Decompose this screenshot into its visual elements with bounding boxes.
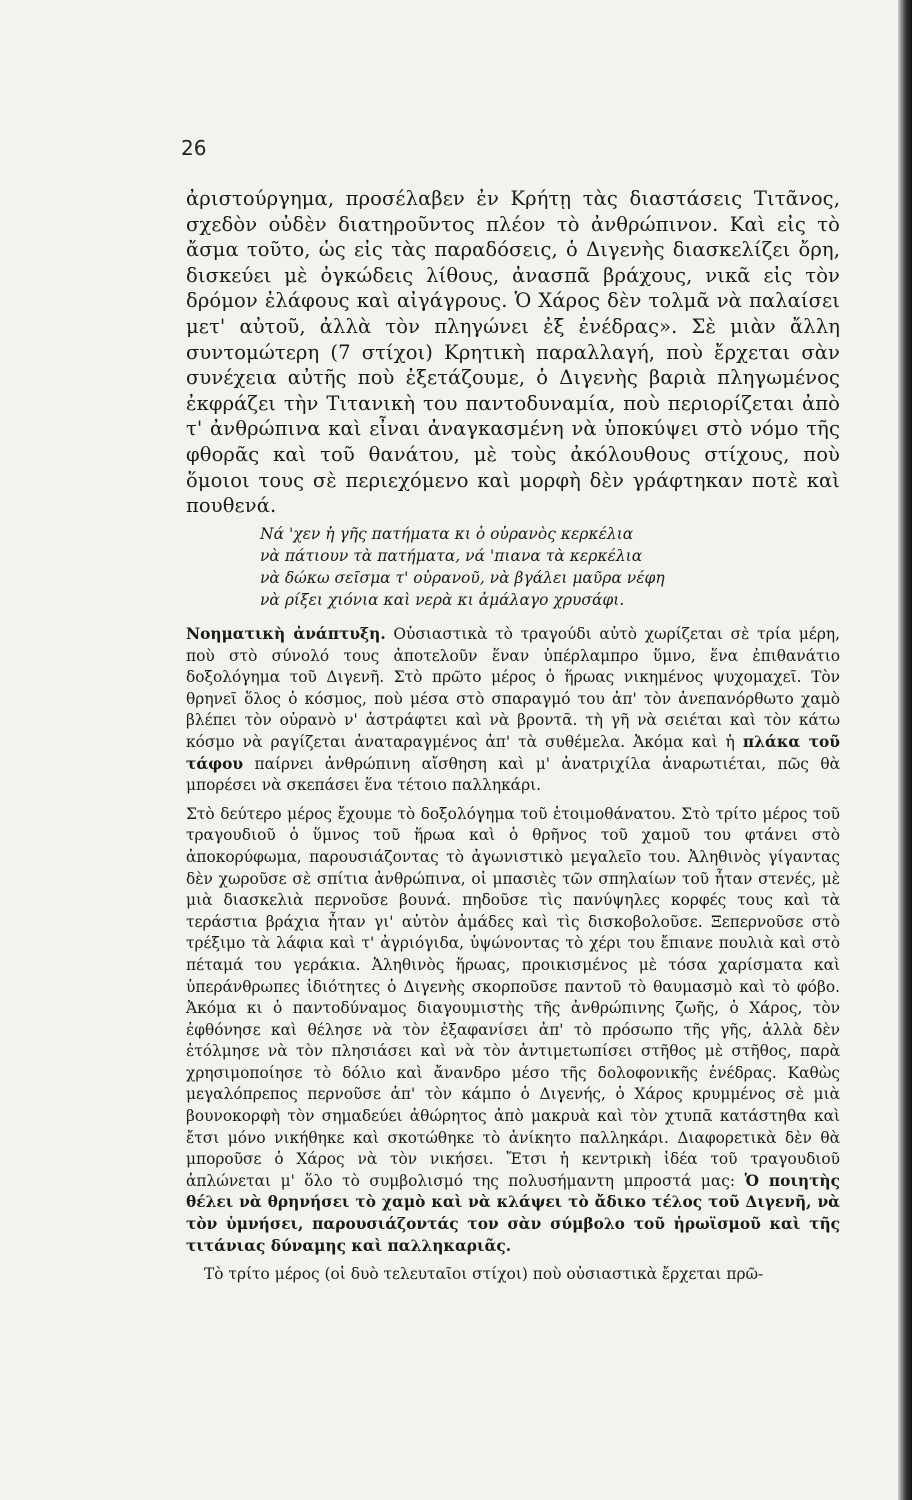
analysis-text: Στὸ δεύτερο μέρος ἔχουμε τὸ δοξολόγημα τοῦ ἑτοιμοθάνατου. Στὸ τρίτο μέρος τοῦ τραγουδιοῦ ὁ ὕμνος τοῦ ἥρωα καὶ ὁ θρῆνος τοῦ χαμοῦ του φτάνει στὸ ἀποκορύφωμα, παρουσιάζοντας τὸ ἀγωνιστικὸ μεγαλεῖο του. Ἀληθινὸς γίγαντας δὲν χωροῦσε σὲ σπίτια ἀνθρώπινα, οἱ μπασιὲς τῶν σπηλαίων τοῦ ἦταν στενές, μὲ μιὰ διασκελιὰ περνοῦσε βουνά. πηδοῦσε τὶς πανύψηλες κορφές τους καὶ τὰ τεράστια βράχια ἦταν γι' αὐτὸν ἀμάδες καὶ τὶς δισκοβολοῦσε. Ξεπερνοῦσε στὸ τρέξιμο τὰ λάφια καὶ τ' ἀγριόγιδα, ὑψώνοντας τὸ χέρι του ἔπιανε πουλιὰ καὶ στὸ πέταμά του γεράκια. Ἀληθινὸς ἥρωας, προικισμένος μὲ τόσα χαρίσματα καὶ ὑπεράνθρωπες ἰδιότητες ὁ Διγενὴς σκορποῦσε παντοῦ τὸ θαυμασμὸ καὶ τὸ φόβο. Ἀκόμα κι ὁ παντοδύναμος διαγουμιστὴς τῆς ἀνθρώπινης ζωῆς, ὁ Χάρος, τὸν ἐφθόνησε καὶ θέλησε νὰ τὸν ἐξαφανίσει ἀπ' τὸ πρόσωπο τῆς γῆς, ἀλλὰ δὲν ἐτόλμησε νὰ τὸν πλησιάσει καὶ νὰ τὸν ἀντιμετωπίσει στῆθος μὲ στῆθος, παρὰ χρησιμοποίησε τὸ δόλιο καὶ ἄνανδρο μέσο τῆς δολοφονικῆς ἐνέδρας. Καθὼς μεγαλόπρεπος περνοῦσε ἀπ' τὸν κάμπο ὁ Διγενής, ὁ Χάρος κρυμμένος σὲ μιὰ βουνοκορφὴ τὸν σημαδεύει ἀθώρητος ἀπὸ μακρυὰ καὶ τὸν χτυπᾶ κατάστηθα καὶ ἔτσι μόνο νικήθηκε καὶ σκοτώθηκε τὸ ἀνίκητο παλληκάρι. Διαφορετικὰ δὲν θὰ μποροῦσε ὁ Χάρος νὰ τὸν νικήσει. Ἔτσι ἡ κεντρικὴ ἰδέα τοῦ τραγουδιοῦ ἁπλώνεται μ' ὅλο τὸ συμβολισμό της πολυσήμαντη μπροστά μας:	[186, 804, 840, 1190]
analysis-section	[186, 624, 840, 1293]
verse-block	[260, 523, 820, 611]
analysis-paragraph-1	[186, 624, 840, 797]
section-heading: Νοηματικὴ ἀνάπτυξη.	[186, 625, 386, 643]
scan-edge-shadow	[898, 0, 912, 1500]
verse-line: νὰ πάτιουν τὰ πατήματα, νά 'πιανα τὰ κερκέλια	[260, 547, 643, 565]
analysis-paragraph-2	[186, 804, 840, 1257]
intro-text: ἀριστούργημα, προσέλαβεν ἐν Κρήτῃ τὰς διαστάσεις Τιτᾶνος, σχεδὸν οὐδὲν διατηροῦντος πλέον τὸ ἀνθρώπινον. Καὶ εἰς τὸ ἄσμα τοῦτο, ὡς εἰς τὰς παραδόσεις, ὁ Διγενὴς διασκελίζει ὄρη, δισκεύει μὲ ὀγκώδεις λίθους, ἀνασπᾶ βράχους, νικᾶ εἰς τὸν δρόμον ἐλάφους καὶ αἰγάγρους. Ὁ Χάρος δὲν τολμᾶ νὰ παλαίσει μετ' αὐτοῦ, ἀλλὰ τὸν πληγώνει ἐξ ἐνέδρας». Σὲ μιὰν ἄλλη συντομώτερη (7 στίχοι) Κρητικὴ παραλλαγή, ποὺ ἔρχεται σὰν συνέχεια αὐτῆς ποὺ ἐξετάζουμε, ὁ Διγενὴς βαριὰ πληγωμένος ἐκφράζει τὴν Τιτανικὴ του παντοδυναμία, ποὺ περιορίζεται ἀπὸ τ' ἀνθρώπινα καὶ εἶναι ἀναγκασμένη νὰ ὑποκύψει στὸ νόμο τῆς φθορᾶς καὶ τοῦ θανάτου, μὲ τοὺς ἀκόλουθους στίχους, ποὺ ὅμοιοι τους σὲ περιεχόμενο καὶ μορφὴ δὲν γράφτηκαν ποτὲ καὶ πουθενά.	[186, 187, 840, 518]
analysis-paragraph-3: Τὸ τρίτο μέρος (οἱ δυὸ τελευταῖοι στίχοι) ποὺ οὐσιαστικὰ ἔρχεται πρῶ-	[204, 1265, 764, 1284]
verse-line: νὰ δώκω σεῖσμα τ' οὐρανοῦ, νὰ βγάλει μαῦρα νέφη	[260, 569, 665, 587]
central-idea-text: Ὁ ποιητὴς θέλει νὰ θρηνήσει τὸ χαμὸ καὶ νὰ κλάψει τὸ ἄδικο τέλος τοῦ Διγενῆ, νὰ τὸν ὑμνήσει, παρουσιάζοντάς τον σὰν σύμβολο τοῦ ἡρωϊσμοῦ καὶ τῆς τιτάνιας δύναμης καὶ παλληκαριᾶς.	[186, 1171, 840, 1255]
verse-line: Νά 'χεν ἡ γῆς πατήματα κι ὁ οὐρανὸς κερκέλια	[260, 525, 634, 543]
intro-paragraph	[186, 186, 840, 519]
verse-line: νὰ ρίξει χιόνια καὶ νερὰ κι ἀμάλαγο χρυσάφι.	[260, 591, 625, 609]
analysis-text: Οὐσιαστικὰ τὸ τραγούδι αὐτὸ χωρίζεται σὲ τρία μέρη, ποὺ στὸ σύνολό τους ἀποτελοῦν ἕναν ὑπέρλαμπρο ὕμνο, ἕνα ἐπιθανάτιο δοξολόγημα τοῦ Διγενῆ. Στὸ πρῶτο μέρος ὁ ἥρωας νικημένος ψυχομαχεῖ. Τὸν θρηνεῖ ὅλος ὁ κόσμος, ποὺ μέσα στὸ σπαραγμό του ἀπ' τὸν ἀνεπανόρθωτο χαμὸ βλέπει τὸν οὐρανὸ ν' ἀστράφτει καὶ νὰ βροντᾶ. τὴ γῆ νὰ σειέται καὶ τὸν κάτω κόσμο νὰ ραγίζεται ἀναταραγμένος ἀπ' τὰ συθέμελα. Ἀκόμα καὶ ἡ	[186, 625, 840, 751]
analysis-text: παίρνει ἀνθρώπινη αἴσθηση καὶ μ' ἀνατριχίλα ἀναρωτιέται, πῶς θὰ μπορέσει νὰ σκεπάσει ἕνα τέτοιο παλληκάρι.	[186, 754, 840, 795]
page-number: 26	[181, 136, 207, 160]
emphasis-text: πλάκα τοῦ τάφου	[186, 732, 840, 773]
